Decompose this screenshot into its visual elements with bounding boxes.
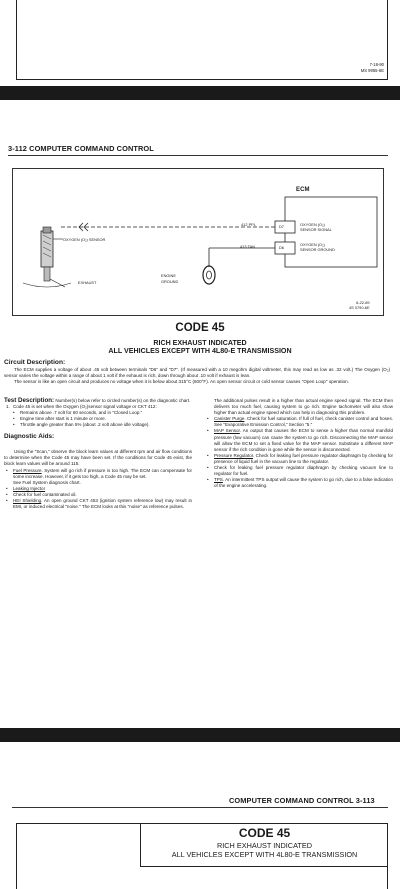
wiring-diagram	[12, 168, 384, 316]
next-subtitle-line1: RICH EXHAUST INDICATED	[216, 841, 312, 850]
leaking-injector-label: Leaking Injector	[13, 486, 46, 492]
pin-d7-label: D7	[279, 224, 284, 229]
fuel-pressure-label: Fuel Pressure	[13, 467, 42, 473]
fuel-pressure-text: . System will go rich if pressure is too high. The ECM can compensate for some increase. However, if it gets too high, a Code 45 may be set.	[13, 467, 192, 479]
list-item: • Engine time after start is 1 minute or more.	[13, 416, 106, 422]
ecm-box	[285, 197, 377, 267]
diagram-code: 4S 0790-6E	[349, 305, 370, 310]
list-item: • Check for leaking fuel pressure regulator diaphragm by checking vacuum line to regulator for fuel.	[207, 465, 393, 477]
page-separator-bar	[0, 86, 400, 100]
test-sub-text: Remains above .7 volt for 60 seconds, and in "Closed Loop."	[20, 410, 143, 416]
engine-ground-line2: GROUND	[161, 279, 179, 284]
code-title: CODE 45	[175, 322, 225, 334]
ecm-label: ECM	[296, 187, 310, 193]
aids-list	[4, 468, 192, 511]
tps-text: . An intermittent TPS output will cause the system to go rich, due to a false indication of the engine accelerating.	[214, 477, 393, 489]
test-sub-text: Throttle angle greater than 5% (about .2 volt above idle voltage).	[20, 422, 150, 428]
test-item-text: Code 45 is set when the Oxygen (O₂)sensor signal voltage or CKT 412:	[13, 404, 157, 410]
previous-page-stamp	[330, 62, 384, 73]
hei-shielding-text: . An open ground CKT 453 (ignition system reference low) may result in EMI, or induced electrical "noise." The ECM looks at this "noise" as reference pulses.	[13, 498, 192, 510]
right-column	[205, 398, 393, 489]
wire2-label: 413 TAN	[240, 244, 255, 249]
circuit-paragraph: The ECM supplies a voltage of about .45 volt between terminals "D6" and "D7". (If measured with a 10 megohm digital voltmeter, this may read as low as .32 volt.) The Oxygen (O₂) sensor varies the voltage within a range of about 1 volt if the exhaust is rich, down through about .10 volt if exhaust is lean.	[4, 367, 390, 379]
tps-label: TPS	[214, 477, 223, 483]
next-page-title-box	[140, 823, 388, 867]
next-page-code-title: CODE 45	[238, 826, 291, 840]
list-item: • HEI Shielding. An open ground CKT 453 (ignition system reference low) may result in EMI, or induced electrical "noise." The ECM looks at this "noise" as reference pulses.	[6, 498, 192, 510]
hei-shielding-label: HEI Shielding	[13, 498, 42, 504]
pressure-regulator-label: Pressure Regulator	[214, 452, 254, 458]
list-item: • TPS. An intermittent TPS output will cause the system to go rich, due to a false indication of the engine accelerating.	[207, 477, 393, 489]
oxygen-signal-line2: SENSOR SIGNAL	[300, 227, 332, 232]
list-item: • Check for fuel contaminated oil.	[6, 492, 77, 498]
pin-d6-label: D6	[279, 245, 284, 250]
subtitle-line2: ALL VEHICLES EXCEPT WITH 4L80-E TRANSMISSION	[108, 347, 292, 356]
page-separator-bar	[0, 728, 400, 742]
engine-ground-line1: ENGINE	[161, 273, 176, 278]
vacuum-line-text: Check for leaking fuel pressure regulator diaphragm by checking vacuum line to regulator for fuel.	[214, 465, 393, 477]
circuit-description-heading: Circuit Description:	[4, 359, 66, 366]
next-page-subtitle	[141, 842, 388, 859]
circuit-paragraph: The sensor is like an open circuit and produces no voltage when it is below about 315°C (600°F). An open sensor circuit or cold sensor causes "Open Loop" operation.	[14, 379, 349, 385]
oxygen-signal-label	[300, 222, 332, 232]
aids-paragraph: Using the "Scan," observe the block learn values at different rpm and air flow conditions to determine when the Code 45 may have been set. If the conditions for Code 45 exist, the block learn values will be around 115.	[4, 448, 192, 466]
contaminated-oil-text: Check for fuel contaminated oil.	[13, 492, 77, 498]
header-rule	[8, 155, 388, 156]
diagnostic-aids-heading: Diagnostic Aids:	[4, 433, 55, 441]
test-sub-list	[4, 410, 192, 428]
sensor-label: OXYGEN (O₂) SENSOR	[63, 237, 106, 242]
next-page-header: COMPUTER COMMAND CONTROL 3-113	[229, 796, 375, 805]
ground-ring-inner	[207, 271, 212, 279]
canister-purge-text: . Check for fuel saturation. If full of fuel, check canister control and hoses. See "Evaporative Emission Control," Section "5."	[214, 416, 393, 428]
list-item: • Pressure Regulator. Check for leaking fuel pressure regulator diaphragm by checking for presence of liquid fuel in the vacuum line to the regulator.	[207, 452, 394, 464]
list-item: • Leaking Injector	[6, 486, 46, 492]
pin-d7	[275, 221, 295, 233]
oxygen-ground-line2: SENSOR GROUND	[300, 247, 335, 252]
code-subtitle	[0, 339, 400, 355]
circuit-description	[4, 367, 390, 385]
map-sensor-text: . An output that causes the ECM to sense a higher than normal manifold pressure (low vacuum) can cause the system to go rich. Disconnecting the MAP sensor will allow the ECM to set a fixed value for the MAP sensor. Substitute a different MAP sensor if the rich condition is gone while the sensor is disconnected.	[214, 428, 393, 452]
exhaust-leader	[50, 279, 65, 287]
list-item: • MAP Sensor. An output that causes the ECM to sense a higher than normal manifold pressure (low vacuum) can cause the system to go rich. Disconnecting the MAP sensor will allow the ECM to set a fixed value for the MAP sensor. Substitute a different MAP sensor if the rich condition is gone while the sensor is disconnected.	[207, 428, 393, 452]
pressure-regulator-text: . Check for leaking fuel pressure regulator diaphragm by checking for presence of liquid fuel in the vacuum line to the regulator.	[214, 452, 394, 464]
additional-pulses-paragraph: The additional pulses result in a higher than actual engine speed signal. The ECM then delivers too much fuel, causing system to go rich. Engine tachometer will also show higher than actual engine speed which can help in diagnosing this problem.	[214, 398, 393, 416]
next-page-header-rule	[12, 807, 388, 808]
stamp-code: MS 9955-6E	[360, 67, 384, 73]
subtitle-line1: RICH EXHAUST INDICATED	[153, 339, 247, 347]
next-subtitle-line2: ALL VEHICLES EXCEPT WITH 4L80-E TRANSMISSION	[171, 849, 358, 859]
canister-purge-label: Canister Purge	[214, 416, 245, 422]
test-intro: Number(s) below refer to circled number(s) on the diagnostic chart.	[55, 398, 191, 403]
page-header: 3-112 COMPUTER COMMAND CONTROL	[8, 144, 154, 153]
oxygen-ground-line1: OXYGEN (O₂)	[300, 242, 325, 247]
engine-ground-label	[161, 273, 178, 285]
oxygen-ground-label	[300, 242, 335, 252]
list-item: • Fuel Pressure. System will go rich if pressure is too high. The ECM can compensate for some increase. However, if it gets too high, a Code 45 may be set. See Fuel System diagnosis chart.	[6, 467, 192, 486]
list-item: • Throttle angle greater than 5% (about .2 volt above idle voltage).	[13, 422, 150, 428]
wire1-label: 412 PPL	[241, 222, 256, 227]
pin-d6	[275, 242, 295, 254]
map-sensor-label: MAP Sensor	[214, 428, 240, 434]
list-item: • Canister Purge. Check for fuel saturation. If full of fuel, check canister control and hoses. See "Evaporative Emission Control," Section "5."	[207, 416, 393, 428]
stamp-date: 7-18-90	[369, 62, 384, 67]
ground-ring	[203, 266, 215, 284]
oxygen-sensor-cap	[43, 227, 51, 233]
list-item: 1. Code 45 is set when the Oxygen (O₂)sensor signal voltage or CKT 412:	[6, 404, 157, 410]
test-description-heading: Test Description:	[4, 397, 55, 404]
list-item: • Remains above .7 volt for 60 seconds, and in "Closed Loop."	[13, 410, 143, 416]
oxygen-signal-line1: OXYGEN (O₂)	[300, 222, 325, 227]
diagram-date: 6-22-89	[356, 300, 370, 305]
right-list	[205, 416, 393, 489]
test-sub-text: Engine time after start is 1 minute or more.	[20, 416, 106, 422]
left-column	[4, 398, 192, 511]
exhaust-label: EXHAUST	[78, 280, 97, 285]
oxygen-sensor-tip	[44, 267, 50, 281]
fuel-pressure-see: See Fuel System diagnosis chart.	[13, 480, 81, 486]
diagram-stamp	[349, 300, 370, 310]
